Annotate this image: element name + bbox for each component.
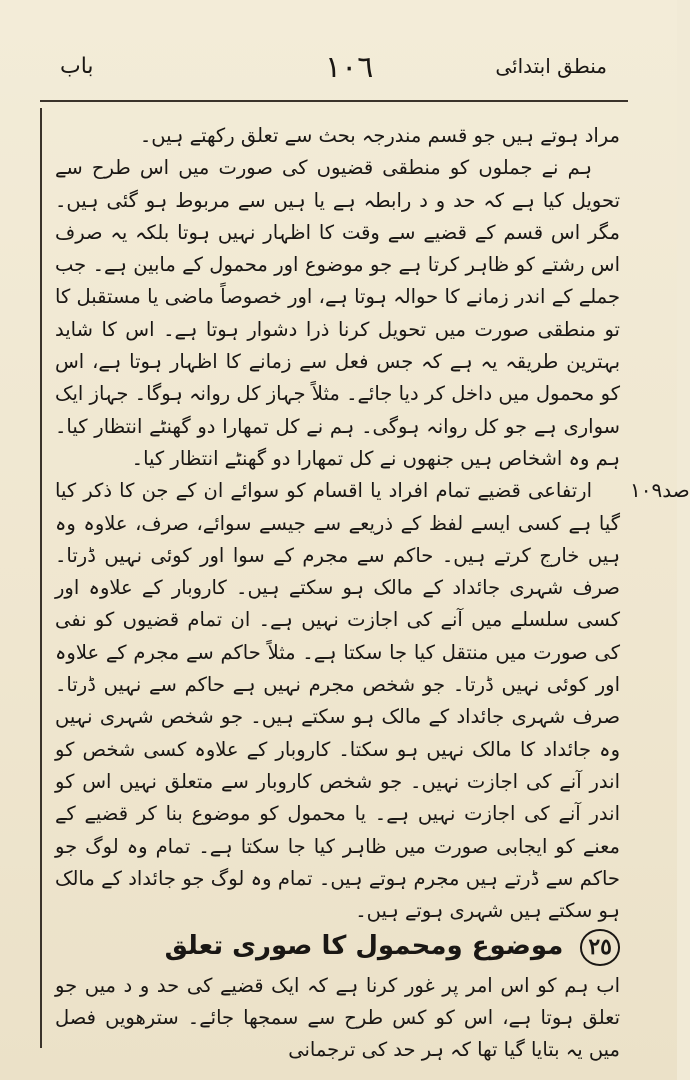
book-title: منطق ابتدائی (495, 54, 607, 78)
page-number: ١٠٦ (325, 50, 374, 85)
section-heading (55, 929, 620, 965)
section-number: ٢٥ (580, 929, 620, 965)
paragraph-2: ہم نے جملوں کو منطقی قضیوں کی صورت میں اس طرح سے تحویل کیا ہے کہ حد و د رابطہ ہے یا ہیں سے مربوط ہو گئی ہیں۔ مگر اس قسم کے قضیے سے وقت کا اظہار نہیں ہوتا بلکہ یہ صرف اس رشتے کو ظاہر کرتا ہے جو موضوع اور محمول کے مابین ہے۔ جب جملے کے اندر زمانے کا حوالہ ہوتا ہے، اور خصوصاً ماضی یا مستقبل کا تو منطقی صورت میں تحویل کرنا ذرا دشوار ہوتا ہے۔ اس کا شاید بہترین طریقہ یہ ہے کہ جس فعل سے زمانے کا اظہار ہوتا ہے، اس کو محمول میں داخل کر دیا جائے۔ مثلاً جہاز کل روانہ ہوگا۔ جہاز ایک سواری ہے جو کل روانہ ہوگی۔ ہم نے کل تمھارا دو گھنٹے انتظار کیا۔ ہم وہ اشخاص ہیں جنھوں نے کل تمھارا دو گھنٹے انتظار کیا۔ (55, 156, 620, 470)
paragraph-3: ارتفاعی قضیے تمام افراد یا اقسام کو سوائے ان کے جن کا ذکر کیا گیا ہے کسی ایسے لفظ کے ذریعے سے جیسے سوائے، صرف، علاوہ وہ ہیں خارج کرتے ہیں۔ حاکم سے مجرم کے سوا اور کوئی نہیں ڈرتا۔ صرف شہری جائداد کے مالک ہو سکتے ہیں۔ کاروبار کے علاوہ اور کسی سلسلے میں آنے کی اجازت نہیں ہے۔ ان تمام قضیوں کو نفی کی صورت میں منتقل کیا جا سکتا ہے۔ مثلاً حاکم سے مجرم کے علاوہ اور کوئی نہیں ڈرتا۔ جو شخص مجرم نہیں ہے حاکم سے نہیں ڈرتا۔ صرف شہری جائداد کے مالک ہو سکتے ہیں۔ جو شخص شہری نہیں وہ جائداد کا مالک نہیں ہو سکتا۔ کاروبار کے علاوہ کسی شخص کو اندر آنے کی اجازت نہیں۔ جو شخص کاروبار سے متعلق نہیں اس کو اندر آنے کی اجازت نہیں ہے۔ یا محمول کو موضوع بنا کر قضیے کے معنے کو ایجابی صورت میں ظاہر کیا جا سکتا ہے۔ تمام وہ لوگ جو حاکم سے ڈرتے ہیں مجرم ہوتے ہیں۔ تمام وہ لوگ جو جائداد کے مالک ہو سکتے ہیں شہری ہوتے ہیں۔ (55, 479, 620, 923)
section-title: موضوع ومحمول کا صوری تعلق (164, 931, 564, 962)
margin-page-note: صد١٠٩ (630, 478, 690, 502)
page-header (60, 50, 607, 96)
chapter-label: باب (60, 54, 94, 79)
body-text (55, 120, 620, 1067)
closing-paragraph: اب ہم کو اس امر پر غور کرنا ہے کہ ایک قضیے کی حد و د میں جو تعلق ہوتا ہے، اس کو کس طرح سے سمجھا جائے۔ سترھویں فصل میں یہ بتایا گیا تھا کہ ہر حد کی ترجمانی (55, 973, 620, 1062)
paragraph-1: مراد ہوتے ہیں جو قسم مندرجہ بحث سے تعلق رکھتے ہیں۔ (139, 124, 620, 147)
header-divider (40, 100, 628, 102)
